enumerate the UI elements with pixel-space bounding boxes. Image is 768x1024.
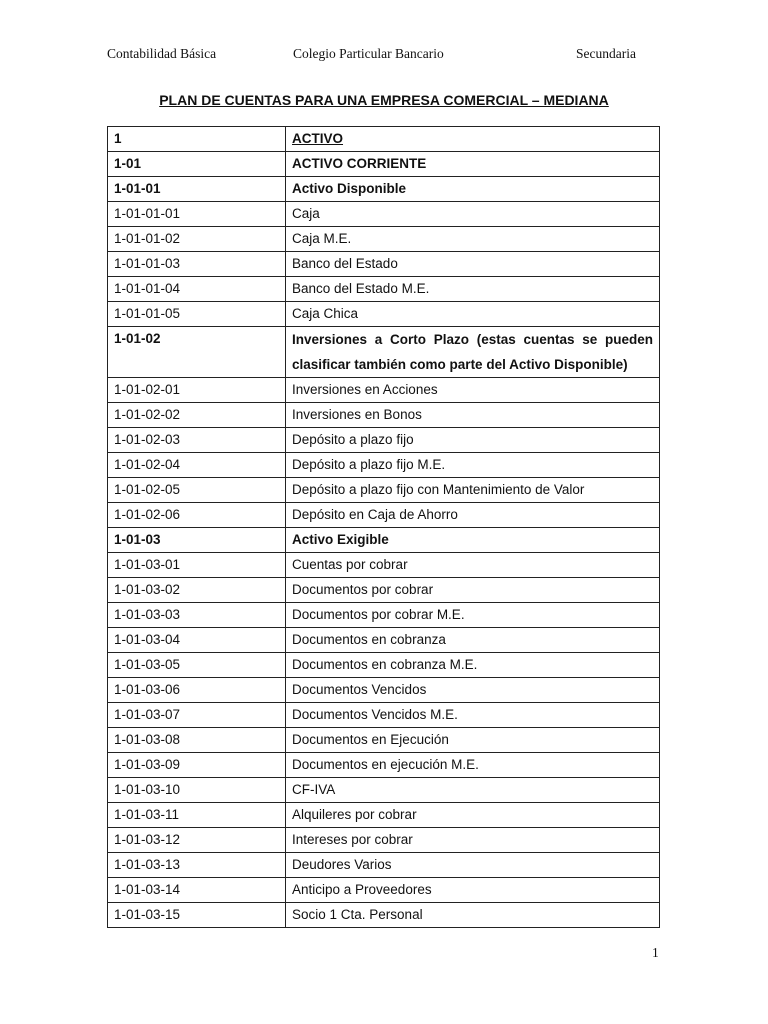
account-code: 1-01-01-03 <box>108 252 286 277</box>
table-row <box>108 302 660 327</box>
account-name: Depósito en Caja de Ahorro <box>286 503 660 528</box>
account-name: Cuentas por cobrar <box>286 553 660 578</box>
account-name: Depósito a plazo fijo <box>286 428 660 453</box>
table-row <box>108 753 660 778</box>
account-code: 1-01-02 <box>108 327 286 378</box>
account-name: Documentos en Ejecución <box>286 728 660 753</box>
table-row <box>108 528 660 553</box>
account-code: 1-01-03-05 <box>108 653 286 678</box>
table-row <box>108 878 660 903</box>
account-name: Documentos Vencidos M.E. <box>286 703 660 728</box>
account-name: Inversiones en Bonos <box>286 403 660 428</box>
account-code: 1-01-03-14 <box>108 878 286 903</box>
account-name: Activo Disponible <box>286 177 660 202</box>
table-row <box>108 578 660 603</box>
account-code: 1-01 <box>108 152 286 177</box>
account-code: 1-01-02-01 <box>108 378 286 403</box>
account-name: Socio 1 Cta. Personal <box>286 903 660 928</box>
account-name: Inversiones a Corto Plazo (estas cuentas se pueden clasificar también como parte del Activo Disponible) <box>286 327 660 378</box>
table-row <box>108 327 660 378</box>
account-name: Documentos en cobranza M.E. <box>286 653 660 678</box>
table-row <box>108 803 660 828</box>
account-code: 1-01-03-02 <box>108 578 286 603</box>
page-header <box>0 46 768 64</box>
table-row <box>108 277 660 302</box>
document-title: PLAN DE CUENTAS PARA UNA EMPRESA COMERCIAL – MEDIANA <box>159 92 609 108</box>
account-name: Depósito a plazo fijo M.E. <box>286 453 660 478</box>
table-row <box>108 728 660 753</box>
account-code: 1-01-02-04 <box>108 453 286 478</box>
table-row <box>108 202 660 227</box>
table-row <box>108 903 660 928</box>
account-code: 1-01-03-03 <box>108 603 286 628</box>
account-code: 1-01-03-04 <box>108 628 286 653</box>
account-code: 1-01-03-12 <box>108 828 286 853</box>
account-name: Deudores Varios <box>286 853 660 878</box>
table-row <box>108 403 660 428</box>
table-row <box>108 478 660 503</box>
account-name: Documentos por cobrar <box>286 578 660 603</box>
account-name: Alquileres por cobrar <box>286 803 660 828</box>
account-name: Documentos en ejecución M.E. <box>286 753 660 778</box>
account-code: 1-01-03-10 <box>108 778 286 803</box>
account-code: 1-01-03-11 <box>108 803 286 828</box>
account-name: Depósito a plazo fijo con Mantenimiento de Valor <box>286 478 660 503</box>
account-name: Documentos por cobrar M.E. <box>286 603 660 628</box>
account-name: Caja M.E. <box>286 227 660 252</box>
account-code: 1-01-02-03 <box>108 428 286 453</box>
table-row <box>108 428 660 453</box>
table-row <box>108 628 660 653</box>
account-code: 1-01-03 <box>108 528 286 553</box>
account-name: Documentos en cobranza <box>286 628 660 653</box>
account-name: ACTIVO <box>286 127 660 152</box>
table-row <box>108 853 660 878</box>
table-row <box>108 603 660 628</box>
page-number: 1 <box>652 945 659 960</box>
table-row <box>108 653 660 678</box>
account-code: 1-01-02-02 <box>108 403 286 428</box>
account-name: Documentos Vencidos <box>286 678 660 703</box>
account-name: Caja Chica <box>286 302 660 327</box>
table-row <box>108 127 660 152</box>
account-name: Banco del Estado M.E. <box>286 277 660 302</box>
account-code: 1-01-02-06 <box>108 503 286 528</box>
account-code: 1 <box>108 127 286 152</box>
table-row <box>108 252 660 277</box>
table-row <box>108 453 660 478</box>
account-code: 1-01-03-09 <box>108 753 286 778</box>
account-name: Intereses por cobrar <box>286 828 660 853</box>
header-school: Colegio Particular Bancario <box>293 46 444 61</box>
account-name: Anticipo a Proveedores <box>286 878 660 903</box>
table-row <box>108 828 660 853</box>
account-name: Banco del Estado <box>286 252 660 277</box>
account-code: 1-01-03-08 <box>108 728 286 753</box>
account-code: 1-01-01-04 <box>108 277 286 302</box>
table-row <box>108 378 660 403</box>
account-name: CF-IVA <box>286 778 660 803</box>
table-row <box>108 678 660 703</box>
table-row <box>108 177 660 202</box>
account-code: 1-01-03-01 <box>108 553 286 578</box>
account-code: 1-01-01-02 <box>108 227 286 252</box>
account-code: 1-01-01-05 <box>108 302 286 327</box>
table-row <box>108 227 660 252</box>
account-name: ACTIVO CORRIENTE <box>286 152 660 177</box>
account-name: Inversiones en Acciones <box>286 378 660 403</box>
header-level: Secundaria <box>576 46 636 61</box>
table-row <box>108 778 660 803</box>
account-name: Activo Exigible <box>286 528 660 553</box>
account-code: 1-01-01 <box>108 177 286 202</box>
header-course: Contabilidad Básica <box>107 46 217 61</box>
account-code: 1-01-01-01 <box>108 202 286 227</box>
chart-of-accounts-table <box>107 126 660 928</box>
table-row <box>108 503 660 528</box>
table-row <box>108 152 660 177</box>
table-row <box>108 703 660 728</box>
account-code: 1-01-02-05 <box>108 478 286 503</box>
account-code: 1-01-03-06 <box>108 678 286 703</box>
account-code: 1-01-03-07 <box>108 703 286 728</box>
account-code: 1-01-03-13 <box>108 853 286 878</box>
table-row <box>108 553 660 578</box>
account-code: 1-01-03-15 <box>108 903 286 928</box>
accounts-table-body <box>108 127 660 928</box>
account-name: Caja <box>286 202 660 227</box>
